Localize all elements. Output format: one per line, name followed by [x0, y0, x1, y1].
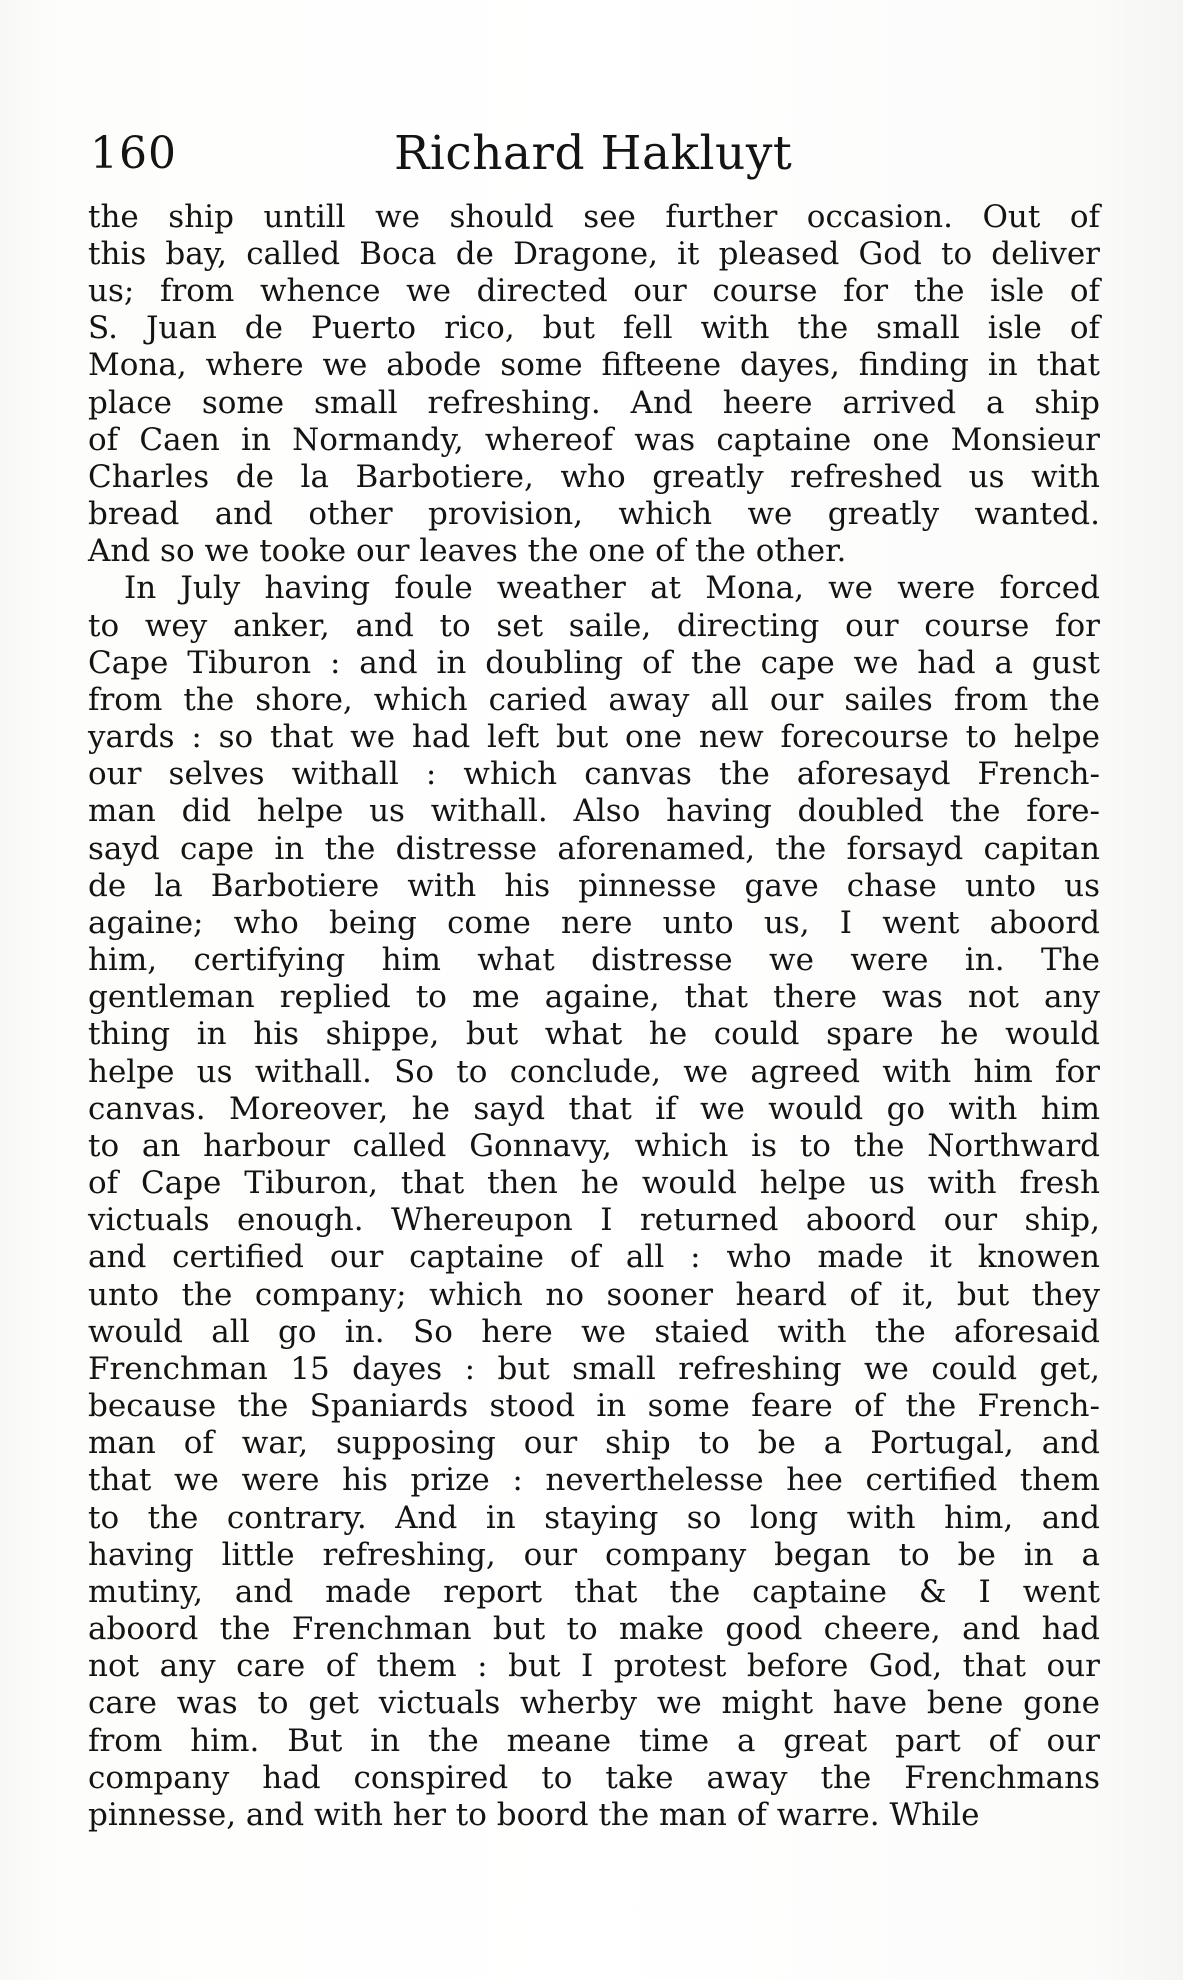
text-line: man of war, supposing our ship to be a Portugal, and [88, 1425, 1100, 1461]
text-line: company had conspired to take away the Frenchmans [88, 1760, 1100, 1796]
text-line: And so we tooke our leaves the one of the other. [88, 533, 847, 569]
text-line: having little refreshing, our company began to be in a [88, 1537, 1100, 1573]
text-line: bread and other provision, which we greatly wanted. [88, 496, 1100, 532]
text-line: the ship untill we should see further occasion. Out of [88, 199, 1100, 235]
text-line: pinnesse, and with her to boord the man of warre. While [88, 1797, 980, 1833]
text-line: Mona, where we abode some fifteene dayes, finding in that [88, 347, 1100, 383]
text-line: to an harbour called Gonnavy, which is to the Northward [88, 1128, 1100, 1164]
text-line: victuals enough. Whereupon I returned aboord our ship, [88, 1202, 1100, 1238]
text-line: because the Spaniards stood in some feare of the French- [88, 1388, 1100, 1424]
text-line: de la Barbotiere with his pinnesse gave chase unto us [88, 868, 1100, 904]
text-line: Charles de la Barbotiere, who greatly refreshed us with [88, 459, 1100, 495]
text-line: thing in his shippe, but what he could spare he would [88, 1016, 1100, 1052]
text-line: not any care of them : but I protest before God, that our [88, 1648, 1100, 1684]
text-line: our selves withall : which canvas the aforesayd French- [88, 756, 1100, 792]
text-line: us; from whence we directed our course for the isle of [88, 273, 1100, 309]
text-line: of Caen in Normandy, whereof was captaine one Monsieur [88, 422, 1100, 458]
text-line: canvas. Moreover, he sayd that if we would go with him [88, 1091, 1100, 1127]
text-line: to the contrary. And in staying so long with him, and [88, 1500, 1100, 1536]
running-head: Richard Hakluyt [394, 126, 793, 181]
text-line: would all go in. So here we staied with the aforesaid [88, 1314, 1100, 1350]
text-line: unto the company; which no sooner heard of it, but they [88, 1277, 1100, 1313]
text-line: Frenchman 15 dayes : but small refreshing we could get, [88, 1351, 1100, 1387]
text-line: care was to get victuals wherby we might have bene gone [88, 1685, 1100, 1721]
text-line: mutiny, and made report that the captaine & I went [88, 1574, 1100, 1610]
text-line: that we were his prize : neverthelesse hee certified them [88, 1462, 1100, 1498]
text-line: sayd cape in the distresse aforenamed, the forsayd capitan [88, 831, 1100, 867]
text-line: aboord the Frenchman but to make good cheere, and had [88, 1611, 1100, 1647]
text-line: from him. But in the meane time a great part of our [88, 1723, 1100, 1759]
text-line: of Cape Tiburon, that then he would helpe us with fresh [88, 1165, 1100, 1201]
text-line: gentleman replied to me againe, that there was not any [88, 979, 1100, 1015]
text-line: him, certifying him what distresse we were in. The [88, 942, 1100, 978]
text-line: and certified our captaine of all : who made it knowen [88, 1239, 1100, 1275]
text-line: helpe us withall. So to conclude, we agreed with him for [88, 1054, 1100, 1090]
text-line: yards : so that we had left but one new forecourse to helpe [88, 719, 1100, 755]
text-line: this bay, called Boca de Dragone, it pleased God to deliver [88, 236, 1100, 272]
text-line: againe; who being come nere unto us, I went aboord [88, 905, 1100, 941]
text-line: to wey anker, and to set saile, directing our course for [88, 608, 1100, 644]
text-line: man did helpe us withall. Also having doubled the fore- [88, 793, 1100, 829]
text-line: from the shore, which caried away all our sailes from the [88, 682, 1100, 718]
page-number: 160 [90, 128, 177, 179]
paragraph-start-line: In July having foule weather at Mona, we were forced [124, 570, 1100, 606]
text-line: S. Juan de Puerto rico, but fell with the small isle of [88, 310, 1100, 346]
text-line: Cape Tiburon : and in doubling of the cape we had a gust [88, 645, 1100, 681]
text-line: place some small refreshing. And heere arrived a ship [88, 385, 1100, 421]
